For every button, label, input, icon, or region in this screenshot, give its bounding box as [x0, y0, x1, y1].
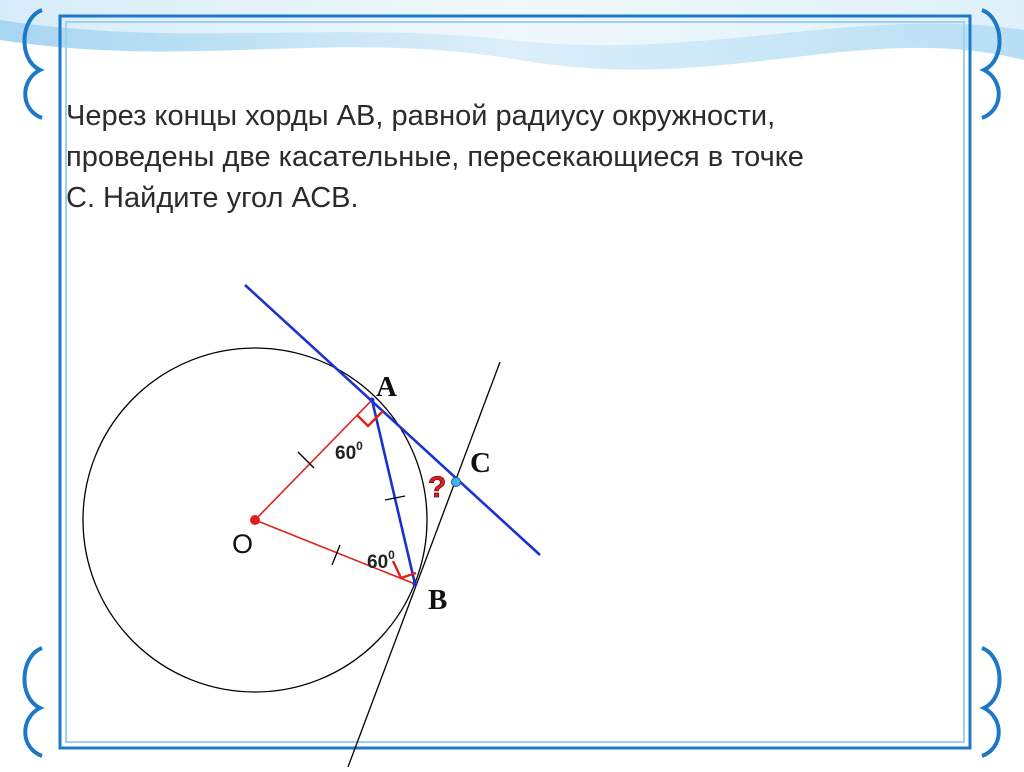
tick-mark-oa	[298, 452, 314, 468]
center-point-o	[250, 515, 260, 525]
point-b	[413, 582, 418, 587]
tick-mark-ob	[332, 545, 340, 565]
bottom-right-bracket	[982, 648, 1000, 756]
label-o: О	[232, 529, 254, 559]
angle-label-b	[367, 548, 395, 573]
angle-b-degree: 0	[388, 548, 395, 562]
label-b: B	[428, 584, 448, 616]
problem-statement	[66, 96, 946, 219]
point-c	[452, 478, 461, 487]
problem-line-2: проведены две касательные, пересекающиеся в точке	[66, 141, 804, 173]
problem-line-1: Через концы хорды АВ, равной радиусу окружности,	[66, 100, 776, 132]
right-angle-mark-a	[357, 411, 383, 426]
point-a	[370, 398, 375, 403]
geometry-diagram	[83, 285, 540, 767]
angle-label-a	[335, 439, 363, 464]
label-c: C	[470, 447, 491, 479]
tangent-line-a	[245, 285, 540, 555]
angle-b-value: 60	[367, 552, 389, 573]
unknown-angle-mark: ?	[428, 471, 447, 504]
problem-line-3: С. Найдите угол АСВ.	[66, 182, 359, 214]
bottom-left-bracket	[24, 648, 42, 756]
angle-a-degree: 0	[356, 439, 363, 453]
label-a: A	[376, 371, 397, 403]
angle-a-value: 60	[335, 443, 357, 464]
